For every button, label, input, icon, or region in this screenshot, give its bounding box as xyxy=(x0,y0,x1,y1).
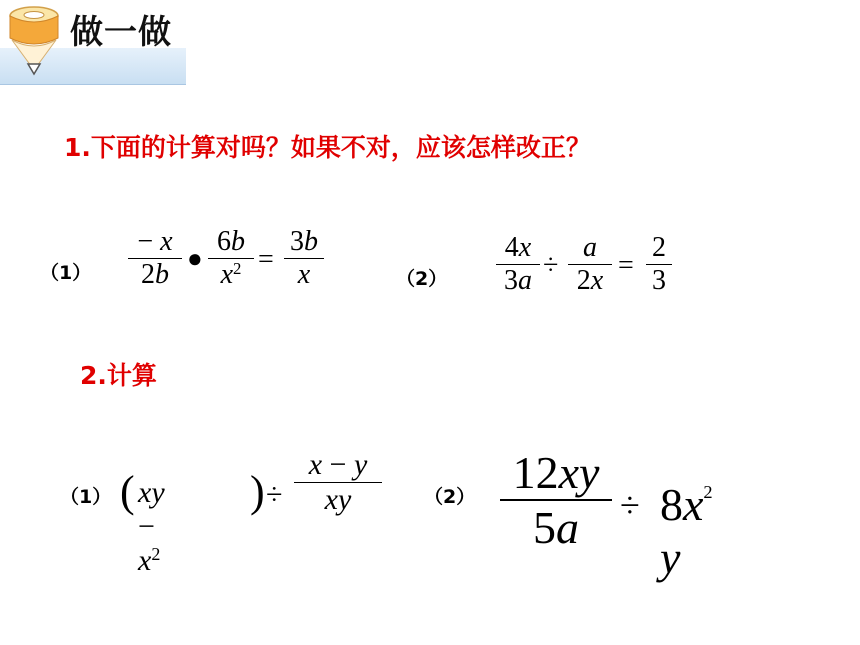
fraction: 4x 3a xyxy=(496,232,540,297)
question-2-title: 2.计算 xyxy=(80,361,157,390)
fraction: − x 2b xyxy=(128,226,182,291)
fraction: 3b x xyxy=(284,226,324,291)
fraction: 2 3 xyxy=(646,232,672,297)
question-1-title: 1.下面的计算对吗？如果不对，应该怎样改正？ xyxy=(64,133,591,162)
page-title: 做一做 xyxy=(70,12,172,51)
pencil-icon xyxy=(6,4,62,80)
question-1-item-1-label: （1） xyxy=(40,262,92,284)
divide-sign: ÷ xyxy=(620,485,640,525)
close-paren: ) xyxy=(250,467,265,516)
term: $8x^2$ y xyxy=(660,479,713,583)
fraction: x − y xy xyxy=(294,448,382,517)
fraction: a 2x xyxy=(568,232,612,297)
equals-sign: = xyxy=(258,244,274,275)
fraction: 12xy 5a xyxy=(500,446,612,554)
equals-sign: = xyxy=(618,250,634,281)
divide-sign: ÷ xyxy=(543,250,559,281)
open-paren: ( xyxy=(120,467,135,516)
dot-operator: ● xyxy=(187,244,203,273)
question-2-item-1-label: （1） xyxy=(60,486,112,508)
term: xy − $x^2$ xyxy=(138,476,165,577)
divide-sign: ÷ xyxy=(266,478,283,511)
question-2-item-2-label: （2） xyxy=(424,486,476,508)
fraction: 6b $x^2$ xyxy=(208,226,254,291)
question-1-item-2-label: （2） xyxy=(396,268,448,290)
